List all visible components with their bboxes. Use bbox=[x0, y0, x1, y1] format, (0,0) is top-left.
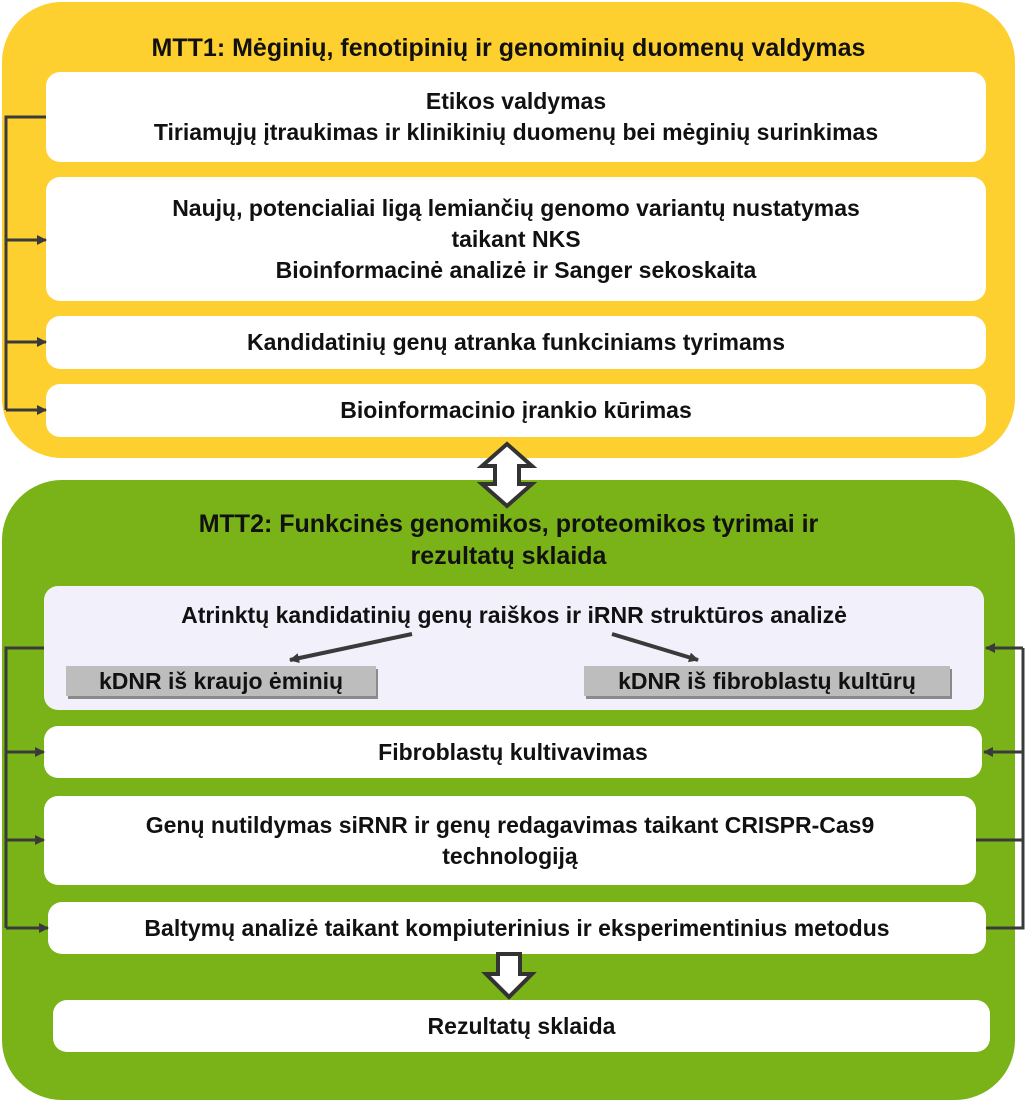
down-arrow-icon bbox=[486, 954, 532, 997]
cdna-blood-label: kDNR iš kraujo ėminių bbox=[66, 666, 376, 696]
box-line: taikant NKS bbox=[451, 225, 581, 252]
box-line: technologiją bbox=[442, 842, 578, 869]
box-line: Rezultatų sklaida bbox=[427, 1012, 616, 1039]
analysis-title: Atrinktų kandidatinių genų raiškos ir iRNR struktūros analizė bbox=[181, 602, 847, 628]
mtt2-title-line: MTT2: Funkcinės genomikos, proteomikos tyrimai ir bbox=[198, 510, 819, 538]
box-line: Etikos valdymas bbox=[425, 88, 607, 114]
mtt1-title: MTT1: Mėginių, fenotipinių ir genominių duomenų valdymas bbox=[151, 34, 866, 62]
box-line: Kandidatinių genų atranka funkciniams tyrimams bbox=[246, 329, 786, 355]
mtt1-left-connector bbox=[6, 117, 46, 410]
mtt2-title-line: rezultatų sklaida bbox=[410, 542, 607, 570]
box-line: Tiriamųjų įtraukimas ir klinikinių duomenų bei mėginių surinkimas bbox=[153, 119, 879, 145]
box-line: Bioinformacinio įrankio kūrimas bbox=[340, 397, 692, 423]
double-arrow-vertical-icon bbox=[482, 444, 532, 506]
cdna-fibroblast-label: kDNR iš fibroblastų kultūrų bbox=[584, 666, 950, 696]
box-line: Fibroblastų kultivavimas bbox=[378, 738, 648, 765]
box-line: Bioinformacinė analizė ir Sanger sekoskaita bbox=[275, 256, 757, 283]
analysis-split-arrows bbox=[290, 634, 698, 660]
mtt2-right-connector bbox=[976, 648, 1023, 928]
mtt2-left-connector bbox=[6, 648, 48, 928]
box-line: Baltymų analizė taikant kompiuterinius ir eksperimentinius metodus bbox=[144, 914, 890, 941]
box-line: Naujų, potencialiai ligą lemiančių genomo variantų nustatymas bbox=[172, 194, 860, 221]
box-line: Genų nutildymas siRNR ir genų redagavimas taikant CRISPR-Cas9 bbox=[145, 811, 875, 838]
